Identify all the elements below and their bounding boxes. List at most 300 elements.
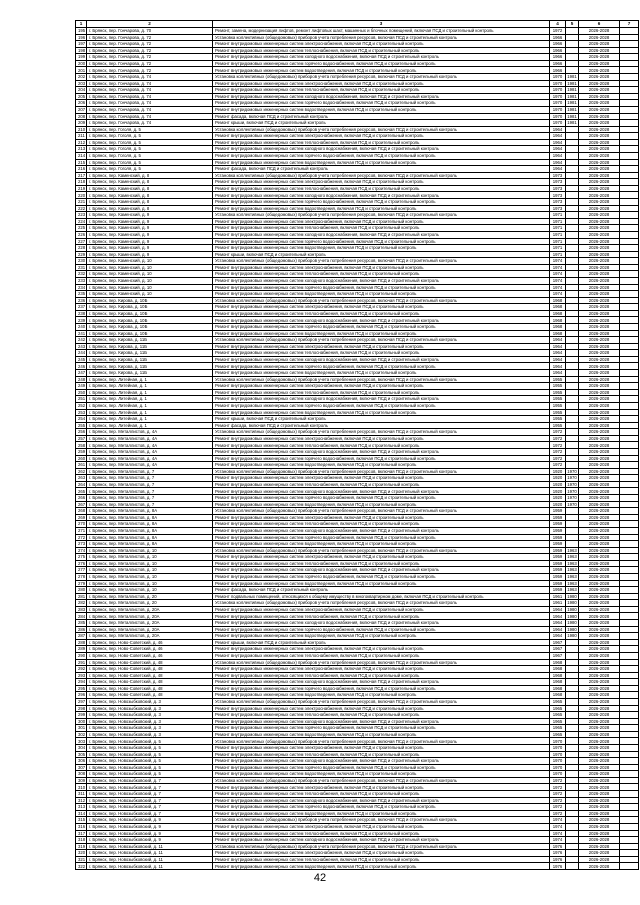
renovation-year-cell: [566, 54, 579, 61]
row-number-cell: 241: [76, 330, 87, 337]
address-cell: г. Брянск, пер. Каменский, д. 8: [87, 205, 213, 212]
table-row: [76, 106, 639, 113]
build-year-cell: 1964: [550, 343, 566, 350]
planned-period-cell: 2026-2028: [579, 396, 620, 403]
address-cell: г. Брянск, пер. Гончарова, д. 74: [87, 80, 213, 87]
extra-cell: [620, 823, 639, 830]
extra-cell: [620, 330, 639, 337]
row-number-cell: 285: [76, 620, 87, 627]
build-year-cell: 1964: [550, 146, 566, 153]
planned-period-cell: 2026-2028: [579, 87, 620, 94]
extra-cell: [620, 449, 639, 456]
work-type-cell: Ремонт внутридомовых инженерных систем водоотведения, включая ПСД и строительный контроль: [213, 501, 550, 508]
column-header: 1: [76, 21, 87, 28]
address-cell: г. Брянск, пер. Каменский, д. 10: [87, 264, 213, 271]
table-row: [76, 751, 639, 758]
build-year-cell: 1973: [550, 185, 566, 192]
extra-cell: [620, 738, 639, 745]
row-number-cell: 309: [76, 777, 87, 784]
extra-cell: [620, 159, 639, 166]
work-type-cell: Ремонт внутридомовых инженерных систем водоотведения, включая ПСД и строительный контроль: [213, 633, 550, 640]
renovation-year-cell: [566, 751, 579, 758]
build-year-cell: 1966: [550, 34, 566, 41]
extra-cell: [620, 455, 639, 462]
planned-period-cell: 2026-2028: [579, 810, 620, 817]
extra-cell: [620, 830, 639, 837]
table-row: [76, 804, 639, 811]
renovation-year-cell: [566, 291, 579, 298]
row-number-cell: 205: [76, 93, 87, 100]
renovation-year-cell: [566, 830, 579, 837]
row-number-cell: 214: [76, 152, 87, 159]
planned-period-cell: 2026-2028: [579, 133, 620, 140]
extra-cell: [620, 580, 639, 587]
renovation-year-cell: [566, 817, 579, 824]
build-year-cell: 1974: [550, 284, 566, 291]
planned-period-cell: 2026-2028: [579, 179, 620, 186]
table-row: [76, 34, 639, 41]
address-cell: г. Брянск, пер. Гоголя, д. 5: [87, 126, 213, 133]
work-type-cell: Ремонт внутридомовых инженерных систем электроснабжения, включая ПСД и строительный контроль: [213, 133, 550, 140]
row-number-cell: 302: [76, 731, 87, 738]
row-number-cell: 322: [76, 863, 87, 870]
planned-period-cell: 2026-2028: [579, 817, 620, 824]
work-type-cell: Установка коллективных (общедомовых) приборов учета потребления ресурсов, включая ПСД и строительный контроль: [213, 376, 550, 383]
renovation-year-cell: [566, 396, 579, 403]
renovation-year-cell: 1981: [567, 113, 577, 119]
work-type-cell: Ремонт внутридомовых инженерных систем водоотведения, включая ПСД и строительный контроль: [213, 580, 550, 587]
work-type-cell: Ремонт внутридомовых инженерных систем электроснабжения, включая ПСД и строительный контроль: [213, 475, 550, 482]
extra-cell: [620, 383, 639, 390]
planned-period-cell: 2026-2028: [579, 166, 620, 173]
renovation-year-cell: [566, 152, 579, 159]
row-number-cell: 311: [76, 791, 87, 798]
renovation-year-cell: 1963: [567, 547, 577, 553]
column-header: 3: [213, 21, 550, 28]
renovation-year-cell: [566, 508, 579, 515]
row-number-cell: 258: [76, 442, 87, 449]
extra-cell: [620, 343, 639, 350]
work-type-cell: Установка коллективных (общедомовых) приборов учета потребления ресурсов, включая ПСД и строительный контроль: [213, 698, 550, 705]
extra-cell: [620, 120, 639, 127]
table-row: [76, 291, 639, 298]
address-cell: г. Брянск, пер. Литейная, д. 1: [87, 396, 213, 403]
work-type-cell: Ремонт фасада, включая ПСД и строительный контроль: [213, 166, 550, 173]
table-row: [76, 337, 639, 344]
row-number-cell: 251: [76, 396, 87, 403]
table-row: [76, 488, 639, 495]
address-cell: г. Брянск, пер. Кирова, д. 10Б: [87, 304, 213, 311]
work-type-cell: Ремонт внутридомовых инженерных систем водоотведения, включая ПСД и строительный контроль: [213, 863, 550, 870]
row-number-cell: 286: [76, 626, 87, 633]
extra-cell: [620, 212, 639, 219]
row-number-cell: 317: [76, 830, 87, 837]
extra-cell: [620, 370, 639, 377]
table-row: [76, 475, 639, 482]
planned-period-cell: 2026-2028: [579, 47, 620, 54]
renovation-year-cell: 1981: [567, 80, 577, 86]
address-cell: г. Брянск, пер. Металлистов, д. 7: [87, 495, 213, 502]
build-year-cell: 1967: [550, 646, 566, 653]
planned-period-cell: 2026-2028: [579, 449, 620, 456]
work-type-cell: Ремонт внутридомовых инженерных систем водоотведения, включая ПСД и строительный контроль: [213, 409, 550, 416]
table-row: [76, 738, 639, 745]
address-cell: г. Брянск, пер. Гончарова, д. 72: [87, 67, 213, 74]
table-row: [76, 139, 639, 146]
address-cell: г. Брянск, пер. Металлистов, д. 7: [87, 488, 213, 495]
work-type-cell: Ремонт внутридомовых инженерных систем водоотведения, включая ПСД и строительный контроль: [213, 771, 550, 778]
address-cell: г. Брянск, пер. Гоголя, д. 5: [87, 159, 213, 166]
address-cell: г. Брянск, пер. Гончарова, д. 72: [87, 54, 213, 61]
build-year-cell: 1955: [550, 389, 566, 396]
renovation-year-cell: 1980: [567, 593, 577, 599]
planned-period-cell: 2026-2028: [579, 218, 620, 225]
build-year-cell: 1968: [550, 672, 566, 679]
table-row: [76, 758, 639, 765]
build-year-cell: 1920: [550, 481, 566, 488]
row-number-cell: 315: [76, 817, 87, 824]
address-cell: г. Брянск, пер. Металлистов, д. 4А: [87, 435, 213, 442]
renovation-year-cell: [566, 856, 579, 863]
planned-period-cell: 2026-2028: [579, 100, 620, 107]
page-number: 42: [313, 872, 327, 884]
row-number-cell: 278: [76, 573, 87, 580]
extra-cell: [620, 396, 639, 403]
extra-cell: [620, 277, 639, 284]
row-number-cell: 305: [76, 751, 87, 758]
work-type-cell: Ремонт внутридомовых инженерных систем электроснабжения, включая ПСД и строительный контроль: [213, 554, 550, 561]
build-year-cell: 1959: [550, 573, 566, 580]
build-year-cell: 1964: [550, 613, 566, 620]
renovation-year-cell: [566, 639, 579, 646]
row-number-cell: 234: [76, 284, 87, 291]
planned-period-cell: 2026-2028: [579, 850, 620, 857]
row-number-cell: 245: [76, 356, 87, 363]
row-number-cell: 307: [76, 764, 87, 771]
row-number-cell: 281: [76, 593, 87, 600]
planned-period-cell: 2026-2028: [579, 192, 620, 199]
planned-period-cell: 2026-2028: [579, 692, 620, 699]
row-number-cell: 249: [76, 383, 87, 390]
extra-cell: [620, 626, 639, 633]
renovation-year-cell: [566, 212, 579, 219]
work-type-cell: Установка коллективных (общедомовых) приборов учета потребления ресурсов, включая ПСД и строительный контроль: [213, 468, 550, 475]
planned-period-cell: 2026-2028: [579, 587, 620, 594]
table-row: [76, 501, 639, 508]
work-type-cell: Ремонт внутридомовых инженерных систем горячего водоснабжения, включая ПСД и строительный контроль: [213, 626, 550, 633]
renovation-year-cell: 1981: [567, 107, 577, 113]
column-header: 2: [87, 21, 213, 28]
address-cell: г. Брянск, пер. Новозыбковский, д. 11: [87, 863, 213, 870]
table-row: [76, 639, 639, 646]
row-number-cell: 274: [76, 547, 87, 554]
planned-period-cell: 2026-2028: [579, 317, 620, 324]
address-cell: г. Брянск, пер. Новозыбковский, д. 5: [87, 745, 213, 752]
extra-cell: [620, 172, 639, 179]
renovation-year-cell: [566, 172, 579, 179]
work-type-cell: Ремонт внутридомовых инженерных систем холодного водоснабжения, включая ПСД и строительный контроль: [213, 356, 550, 363]
extra-cell: [620, 791, 639, 798]
row-number-cell: 250: [76, 389, 87, 396]
address-cell: г. Брянск, пер. Металлистов, д. 20А: [87, 633, 213, 640]
address-cell: г. Брянск, пер. Каменский, д. 10: [87, 284, 213, 291]
table-row: [76, 580, 639, 587]
renovation-year-cell: [566, 718, 579, 725]
planned-period-cell: 2026-2028: [579, 646, 620, 653]
extra-cell: [620, 113, 639, 120]
extra-cell: [620, 712, 639, 719]
renovation-year-cell: 1963: [567, 574, 577, 580]
build-year-cell: 1955: [550, 416, 566, 423]
build-year-cell: 1959: [550, 547, 566, 554]
build-year-cell: 1974: [550, 291, 566, 298]
extra-cell: [620, 587, 639, 594]
table-row: [76, 573, 639, 580]
address-cell: г. Брянск, пер. Металлистов, д. 10: [87, 554, 213, 561]
build-year-cell: 1964: [550, 370, 566, 377]
build-year-cell: 1965: [550, 698, 566, 705]
extra-cell: [620, 60, 639, 67]
build-year-cell: 1972: [550, 791, 566, 798]
work-type-cell: Установка коллективных (общедомовых) приборов учета потребления ресурсов, включая ПСД и строительный контроль: [213, 74, 550, 81]
work-type-cell: Ремонт фасада, включая ПСД и строительный контроль: [213, 113, 550, 120]
renovation-year-cell: 1981: [567, 100, 577, 106]
build-year-cell: 1970: [550, 120, 566, 127]
renovation-year-cell: [566, 666, 579, 673]
table-row: [76, 652, 639, 659]
row-number-cell: 253: [76, 409, 87, 416]
address-cell: г. Брянск, пер. Гоголя, д. 5: [87, 166, 213, 173]
table-row: [76, 856, 639, 863]
build-year-cell: 1964: [550, 633, 566, 640]
build-year-cell: 1964: [550, 350, 566, 357]
renovation-year-cell: [566, 60, 579, 67]
row-number-cell: 226: [76, 231, 87, 238]
row-number-cell: 212: [76, 139, 87, 146]
address-cell: г. Брянск, пер. Новозыбковский, д. 11: [87, 843, 213, 850]
build-year-cell: 1973: [550, 199, 566, 206]
renovation-year-cell: [566, 659, 579, 666]
extra-cell: [620, 784, 639, 791]
table-row: [76, 166, 639, 173]
renovation-year-cell: [566, 317, 579, 324]
row-number-cell: 207: [76, 106, 87, 113]
address-cell: г. Брянск, пер. Кирова, д. 11Б: [87, 363, 213, 370]
address-cell: г. Брянск, пер. Новозыбковский, д. 5: [87, 764, 213, 771]
table-row: [76, 797, 639, 804]
extra-cell: [620, 179, 639, 186]
build-year-cell: 1974: [550, 271, 566, 278]
renovation-year-cell: [566, 251, 579, 258]
work-type-cell: Установка коллективных (общедомовых) приборов учета потребления ресурсов, включая ПСД и строительный контроль: [213, 659, 550, 666]
row-number-cell: 228: [76, 245, 87, 252]
work-type-cell: Установка коллективных (общедомовых) приборов учета потребления ресурсов, включая ПСД и строительный контроль: [213, 258, 550, 265]
work-type-cell: Установка коллективных (общедомовых) приборов учета потребления ресурсов, включая ПСД и строительный контроль: [213, 600, 550, 607]
build-year-cell: 1973: [550, 179, 566, 186]
renovation-year-cell: [566, 455, 579, 462]
planned-period-cell: 2026-2028: [579, 337, 620, 344]
address-cell: г. Брянск, пер. Металлистов, д. 8А: [87, 527, 213, 534]
work-type-cell: Ремонт внутридомовых инженерных систем теплоснабжения, включая ПСД и строительный контроль: [213, 350, 550, 357]
build-year-cell: 1967: [550, 652, 566, 659]
address-cell: г. Брянск, пер. Металлистов, д. 8А: [87, 508, 213, 515]
build-year-cell: 1971: [550, 212, 566, 219]
renovation-year-cell: [566, 705, 579, 712]
address-cell: г. Брянск, пер. Новозыбковский, д. 7: [87, 777, 213, 784]
table-row: [76, 810, 639, 817]
table-row: [76, 679, 639, 686]
planned-period-cell: 2026-2028: [579, 370, 620, 377]
work-type-cell: Ремонт внутридомовых инженерных систем теплоснабжения, включая ПСД и строительный контроль: [213, 225, 550, 232]
table-row: [76, 823, 639, 830]
row-number-cell: 272: [76, 534, 87, 541]
table-row: [76, 238, 639, 245]
planned-period-cell: 2026-2028: [579, 74, 620, 81]
build-year-cell: 1964: [550, 620, 566, 627]
planned-period-cell: 2026-2028: [579, 238, 620, 245]
row-number-cell: 282: [76, 600, 87, 607]
row-number-cell: 263: [76, 475, 87, 482]
row-number-cell: 220: [76, 192, 87, 199]
address-cell: г. Брянск, пер. Каменский, д. 8: [87, 179, 213, 186]
extra-cell: [620, 567, 639, 574]
work-type-cell: Ремонт внутридомовых инженерных систем горячего водоснабжения, включая ПСД и строительный контроль: [213, 685, 550, 692]
extra-cell: [620, 777, 639, 784]
renovation-year-cell: [566, 271, 579, 278]
planned-period-cell: 2026-2028: [579, 771, 620, 778]
address-cell: г. Брянск, пер. Каменский, д. 8: [87, 199, 213, 206]
build-year-cell: 1972: [550, 797, 566, 804]
row-number-cell: 292: [76, 666, 87, 673]
row-number-cell: 216: [76, 166, 87, 173]
renovation-year-cell: [566, 179, 579, 186]
build-year-cell: 1959: [550, 534, 566, 541]
row-number-cell: 270: [76, 521, 87, 528]
build-year-cell: 1968: [550, 659, 566, 666]
planned-period-cell: 2026-2028: [579, 245, 620, 252]
table-row: [76, 343, 639, 350]
extra-cell: [620, 527, 639, 534]
build-year-cell: 1974: [550, 258, 566, 265]
address-cell: г. Брянск, пер. Гоголя, д. 5: [87, 139, 213, 146]
table-row: [76, 60, 639, 67]
table-row: [76, 356, 639, 363]
work-type-cell: Ремонт внутридомовых инженерных систем электроснабжения, включая ПСД и строительный контроль: [213, 41, 550, 48]
extra-cell: [620, 554, 639, 561]
renovation-year-cell: [566, 225, 579, 232]
work-type-cell: Ремонт внутридомовых инженерных систем холодного водоснабжения, включая ПСД и строительный контроль: [213, 488, 550, 495]
renovation-year-cell: [566, 205, 579, 212]
build-year-cell: 1974: [550, 823, 566, 830]
work-type-cell: Ремонт внутридомовых инженерных систем холодного водоснабжения, включая ПСД и строительный контроль: [213, 837, 550, 844]
renovation-year-cell: 1963: [567, 554, 577, 560]
address-cell: г. Брянск, пер. Новозыбковский, д. 11: [87, 850, 213, 857]
build-year-cell: 1972: [550, 777, 566, 784]
table-row: [76, 258, 639, 265]
table-row: [76, 850, 639, 857]
renovation-year-cell: [566, 159, 579, 166]
build-year-cell: 1970: [550, 87, 566, 94]
row-number-cell: 259: [76, 449, 87, 456]
row-number-cell: 225: [76, 225, 87, 232]
extra-cell: [620, 376, 639, 383]
planned-period-cell: 2026-2028: [579, 541, 620, 548]
address-cell: г. Брянск, пер. Каменский, д. 9: [87, 238, 213, 245]
table-row: [76, 777, 639, 784]
renovation-year-cell: 1963: [567, 587, 577, 593]
address-cell: г. Брянск, пер. Ново-Советский, д. 48: [87, 659, 213, 666]
renovation-year-cell: [566, 646, 579, 653]
address-cell: г. Брянск, пер. Металлистов, д. 20: [87, 593, 213, 600]
row-number-cell: 276: [76, 560, 87, 567]
address-cell: г. Брянск, пер. Новозыбковский, д. 7: [87, 810, 213, 817]
renovation-year-cell: [566, 284, 579, 291]
work-type-cell: Ремонт внутридомовых инженерных систем горячего водоснабжения, включая ПСД и строительный контроль: [213, 573, 550, 580]
table-row: [76, 527, 639, 534]
address-cell: г. Брянск, пер. Новозыбковский, д. 7: [87, 804, 213, 811]
row-number-cell: 219: [76, 185, 87, 192]
address-cell: г. Брянск, пер. Новозыбковский, д. 9: [87, 830, 213, 837]
row-number-cell: 268: [76, 508, 87, 515]
extra-cell: [620, 238, 639, 245]
row-number-cell: 262: [76, 468, 87, 475]
build-year-cell: 1972: [550, 435, 566, 442]
work-type-cell: Ремонт внутридомовых инженерных систем электроснабжения, включая ПСД и строительный контроль: [213, 784, 550, 791]
work-type-cell: Ремонт внутридомовых инженерных систем теплоснабжения, включая ПСД и строительный контроль: [213, 271, 550, 278]
address-cell: г. Брянск, пер. Новозыбковский, д. 9: [87, 823, 213, 830]
table-row: [76, 692, 639, 699]
planned-period-cell: 2026-2028: [579, 481, 620, 488]
work-type-cell: Ремонт внутридомовых инженерных систем холодного водоснабжения, включая ПСД и строительный контроль: [213, 797, 550, 804]
address-cell: г. Брянск, пер. Металлистов, д. 8А: [87, 521, 213, 528]
address-cell: г. Брянск, пер. Кирова, д. 10Б: [87, 310, 213, 317]
extra-cell: [620, 225, 639, 232]
address-cell: г. Брянск, пер. Новозыбковский, д. 5: [87, 738, 213, 745]
planned-period-cell: 2026-2028: [579, 666, 620, 673]
renovation-year-cell: [566, 383, 579, 390]
planned-period-cell: 2026-2028: [579, 620, 620, 627]
address-cell: г. Брянск, пер. Каменский, д. 9: [87, 218, 213, 225]
row-number-cell: 247: [76, 370, 87, 377]
address-cell: г. Брянск, пер. Металлистов, д. 10: [87, 547, 213, 554]
extra-cell: [620, 633, 639, 640]
renovation-year-cell: [566, 185, 579, 192]
table-row: [76, 304, 639, 311]
planned-period-cell: 2026-2028: [579, 462, 620, 469]
build-year-cell: 1964: [550, 166, 566, 173]
planned-period-cell: 2026-2028: [579, 409, 620, 416]
extra-cell: [620, 659, 639, 666]
work-type-cell: Ремонт внутридомовых инженерных систем теплоснабжения, включая ПСД и строительный контроль: [213, 712, 550, 719]
planned-period-cell: 2026-2028: [579, 573, 620, 580]
build-year-cell: 1966: [550, 67, 566, 74]
build-year-cell: 1959: [550, 587, 566, 594]
address-cell: г. Брянск, пер. Металлистов, д. 10: [87, 567, 213, 574]
address-cell: г. Брянск, пер. Гончарова, д. 74: [87, 100, 213, 107]
renovation-year-cell: [566, 527, 579, 534]
planned-period-cell: 2026-2028: [579, 172, 620, 179]
extra-cell: [620, 218, 639, 225]
extra-cell: [620, 409, 639, 416]
address-cell: г. Брянск, пер. Литейная, д. 1: [87, 376, 213, 383]
planned-period-cell: 2026-2028: [579, 626, 620, 633]
renovation-year-cell: [566, 685, 579, 692]
row-number-cell: 232: [76, 271, 87, 278]
work-type-cell: Ремонт внутридомовых инженерных систем теплоснабжения, включая ПСД и строительный контроль: [213, 442, 550, 449]
work-type-cell: Ремонт внутридомовых инженерных систем горячего водоснабжения, включая ПСД и строительный контроль: [213, 324, 550, 331]
renovation-year-cell: [566, 350, 579, 357]
work-type-cell: Ремонт внутридомовых инженерных систем теплоснабжения, включая ПСД и строительный контроль: [213, 652, 550, 659]
